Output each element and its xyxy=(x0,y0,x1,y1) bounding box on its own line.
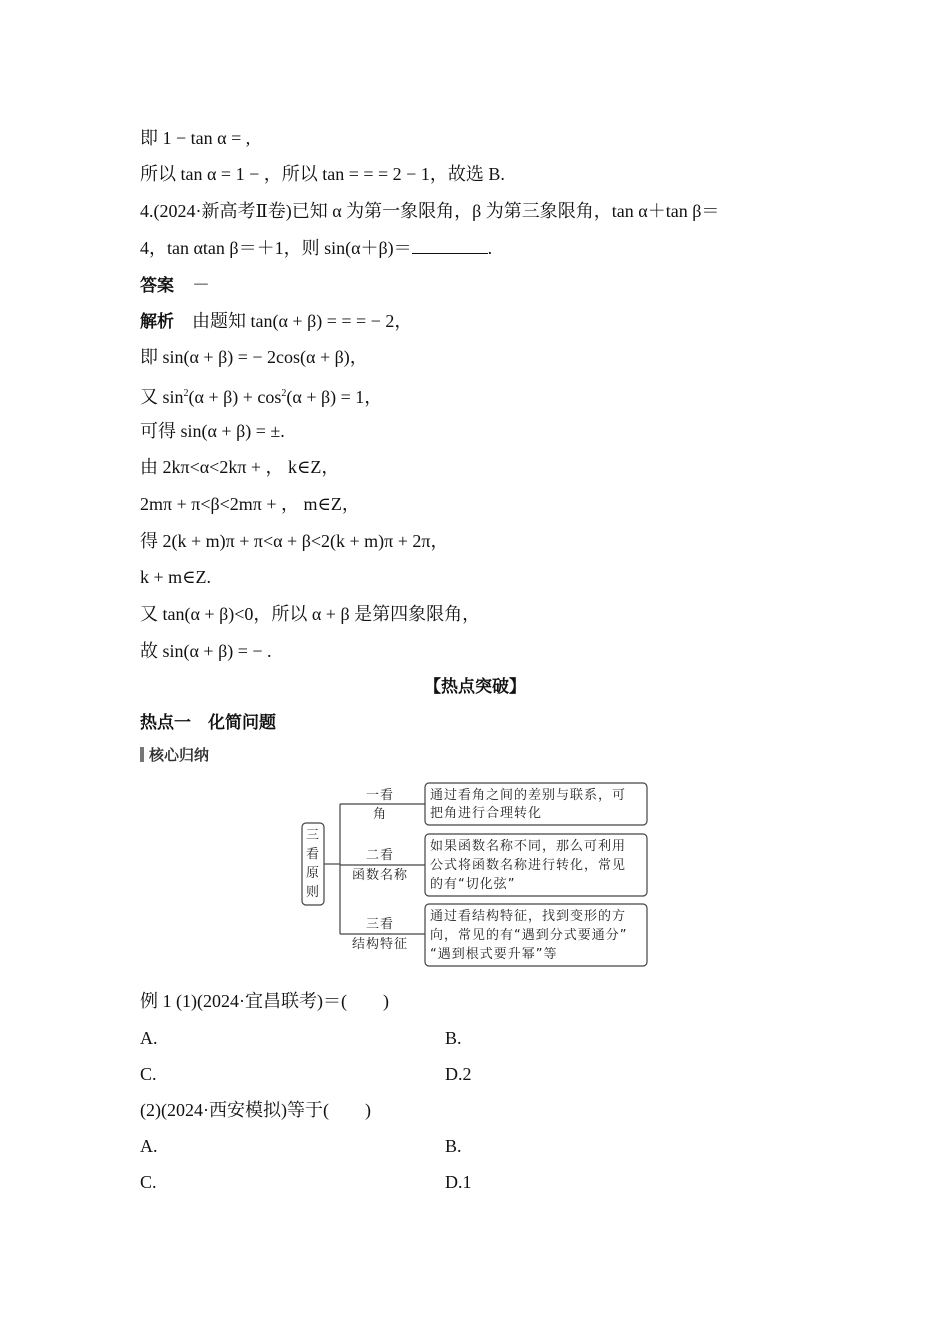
example-1-question-1: 例 1 (1)(2024·宜昌联考)＝( ) xyxy=(140,991,389,1011)
question-4-end: . xyxy=(487,238,493,258)
section-heading: 【热点突破】 xyxy=(424,677,526,697)
branch-1-label-1: 一看 xyxy=(365,788,395,803)
branch-2-label-2: 函数名称 xyxy=(351,868,409,883)
step-3: 可得 sin(α + β) = ±. xyxy=(140,421,285,441)
step-2-c: (α + β) = 1， xyxy=(286,387,383,407)
answer-line xyxy=(140,274,210,297)
step-2-sup-2: 2 xyxy=(281,388,287,399)
root-char-4: 则 xyxy=(305,885,321,900)
step-9: 故 sin(α + β) = − . xyxy=(140,641,272,661)
step-1: 即 sin(α + β) = − 2cos(α + β)， xyxy=(140,347,368,367)
branch-1-label-2: 角 xyxy=(372,807,388,822)
step-6: 得 2(k + m)π + π<α + β<2(k + m)π + 2π， xyxy=(140,531,449,551)
q1-option-c: C. xyxy=(140,1064,157,1084)
analysis-text: 由题知 tan(α + β) = = = − 2， xyxy=(192,311,413,331)
core-summary-tag xyxy=(140,744,209,766)
question-4-line-1: 4.(2024·新高考Ⅱ卷)已知 α 为第一象限角，β 为第三象限角，tan α＋tan β＝ xyxy=(140,201,720,221)
q1-option-b: B. xyxy=(445,1028,462,1048)
step-2-sup-1: 2 xyxy=(183,388,189,399)
solution-line-2: 所以 tan α = 1 − ，所以 tan = = = 2 − 1，故选 B. xyxy=(140,164,505,184)
step-8: 又 tan(α + β)<0，所以 α + β 是第四象限角， xyxy=(140,604,481,624)
example-1-question-2: (2)(2024·西安模拟)等于( ) xyxy=(140,1100,371,1120)
q2-option-c: C. xyxy=(140,1172,157,1192)
tag-bar xyxy=(140,747,144,762)
branch-2-box-line-1: 如果函数名称不同，那么可利用 xyxy=(430,839,627,854)
branch-2-box-line-3: 的有“切化弦” xyxy=(430,877,516,892)
tag-label: 核心归纳 xyxy=(149,746,210,764)
branch-3-label-1: 三看 xyxy=(365,917,395,932)
q1-option-a: A. xyxy=(140,1028,158,1048)
analysis-label: 解析 xyxy=(140,312,174,332)
branch-2-box-line-2: 公式将函数名称进行转化，常见 xyxy=(430,858,627,873)
answer-value: － xyxy=(192,275,210,295)
q2-option-a: A. xyxy=(140,1136,158,1156)
answer-label: 答案 xyxy=(140,276,174,296)
three-look-principle-diagram xyxy=(300,780,650,970)
branch-1-box-line-1: 通过看角之间的差别与联系，可 xyxy=(430,788,627,803)
step-2-b: (α + β) + cos xyxy=(188,387,282,407)
root-char-2: 看 xyxy=(305,847,321,862)
answer-blank xyxy=(412,237,488,254)
branch-3-box-line-1: 通过看结构特征，找到变形的方 xyxy=(430,909,627,924)
q2-option-d: D.1 xyxy=(445,1172,472,1192)
question-4-text: 4，tan αtan β＝＋1，则 sin(α＋β)＝ xyxy=(140,238,412,258)
step-7: k + m∈Z. xyxy=(140,567,211,587)
step-5: 2mπ + π<β<2mπ + ， m∈Z， xyxy=(140,494,360,514)
root-char-1: 三 xyxy=(305,828,321,843)
q2-option-b: B. xyxy=(445,1136,462,1156)
branch-1-box-line-2: 把角进行合理转化 xyxy=(430,806,543,821)
question-4-line-2 xyxy=(140,237,492,259)
branch-3-label-2: 结构特征 xyxy=(351,937,409,952)
step-4: 由 2kπ<α<2kπ + ， k∈Z， xyxy=(140,457,340,477)
analysis-line xyxy=(140,310,412,333)
hotspot-title: 热点一 化简问题 xyxy=(140,713,276,733)
step-2-a: 又 sin xyxy=(140,387,184,407)
branch-2-label-1: 二看 xyxy=(365,848,395,863)
solution-line-1: 即 1 − tan α = , xyxy=(140,128,251,148)
root-char-3: 原 xyxy=(305,866,321,881)
branch-3-box-line-2: 向，常见的有“遇到分式要通分” xyxy=(430,928,628,943)
q1-option-d: D.2 xyxy=(445,1064,472,1084)
step-2 xyxy=(140,383,382,408)
branch-3-box-line-3: “遇到根式要升幂”等 xyxy=(430,947,558,962)
